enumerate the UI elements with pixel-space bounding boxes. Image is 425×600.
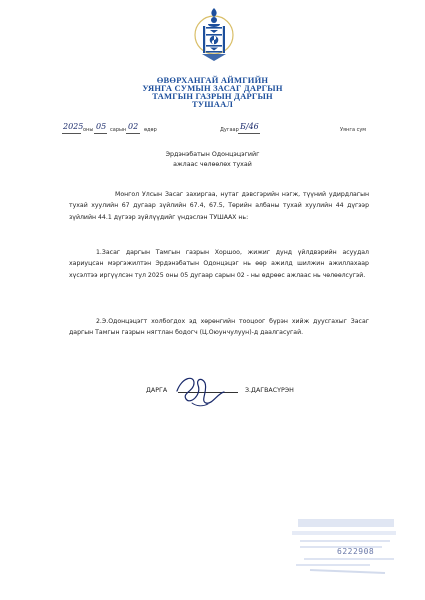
order-number: Б/46 bbox=[240, 122, 259, 131]
registration-number: 6222908 bbox=[337, 547, 375, 556]
month-suffix: сарын bbox=[110, 127, 127, 133]
preamble-paragraph: Монгол Улсын Засаг захиргаа, нутаг дэвсгэрийн нэгж, түүний удирдлагын тухай хуулийн 67 дугаар зүйлийн 67.4, 67.5, Төрийн албаны тухай хуулийн 44 дүгээр зүйлийн 44.1 дүгээр зүйлүүдийг үндэслэн ТУШААХ нь: bbox=[69, 191, 369, 221]
order-item-2: 2.Э.Одонцэцэгт холбогдох эд хөрөнгийн тооцоог бүрэн хийж дуусгахыг Засаг даргын Тамгын газрын нягтлан бодогч (Ц.Оюунчулуун)-д даалгасугай. bbox=[69, 318, 369, 337]
year-suffix: оны bbox=[83, 127, 94, 133]
place-name: Уянга сум bbox=[340, 127, 367, 133]
day-value: 02 bbox=[128, 122, 139, 131]
day-underline bbox=[126, 133, 140, 134]
year-underline bbox=[62, 133, 81, 134]
org-name-line2: УЯНГА СУМЫН ЗАСАГ ДАРГЫН bbox=[142, 83, 283, 93]
org-name-line1: ӨВӨРХАНГАЙ АЙМГИЙН bbox=[156, 75, 269, 85]
handwritten-signature bbox=[172, 373, 230, 409]
subject-line1: Эрдэнэбатын Одонцэцэгийг bbox=[165, 151, 260, 158]
signatory-title: ДАРГА bbox=[146, 387, 168, 394]
signatory-name: З.ДАГВАСҮРЭН bbox=[245, 387, 294, 394]
day-suffix: өдөр bbox=[144, 127, 157, 133]
number-label: Дугаар bbox=[220, 127, 239, 133]
month-value: 05 bbox=[96, 122, 107, 131]
soyombo-emblem-icon bbox=[193, 5, 235, 65]
document-type-title: ТУШААЛ bbox=[191, 99, 234, 109]
order-item-1: 1.Засаг даргын Тамгын газрын Хоршоо, жижиг дунд үйлдвэрийн асуудал хариуцсан мэргэжилтэн Эрдэнэбатын Одонцэцэг нь өөр ажилд шилжин ажиллахаар хүсэлтээ иргүүлсэн тул 2025 оны 05 дугаар сарын 02 - ны өдрөөс ажлаас нь чөлөөлсугэй. bbox=[69, 249, 369, 279]
year-value: 2025 bbox=[63, 122, 84, 131]
subject-line2: ажлаас чөлөөлөх тухай bbox=[173, 161, 252, 168]
number-underline bbox=[238, 133, 260, 134]
org-name-line3: ТАМГЫН ГАЗРЫН ДАРГЫН bbox=[152, 91, 273, 101]
month-underline bbox=[94, 133, 107, 134]
